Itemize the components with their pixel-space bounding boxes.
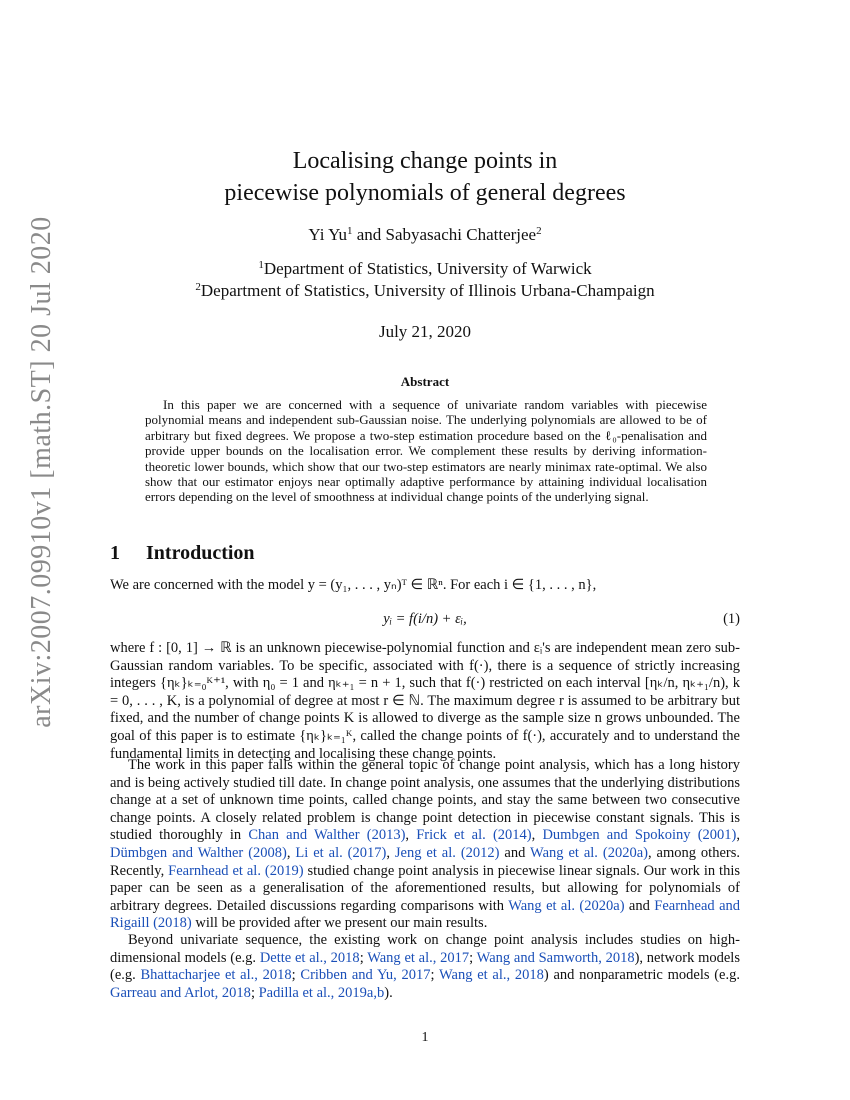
affiliation-text: Department of Statistics, University of Illinois Urbana-Champaign [200, 281, 655, 300]
section-number: 1 [110, 542, 120, 564]
author-conjunction: and [352, 225, 386, 244]
paragraph-text: , [286, 844, 296, 861]
paragraph-text: ) and nonparametric models (e.g. [543, 967, 740, 984]
citation-link[interactable]: Cribben and Yu, 2017 [300, 967, 431, 984]
citation-link[interactable]: Chan and Walther (2013) [248, 827, 406, 844]
author-affiliation-mark: 2 [536, 225, 542, 237]
paragraph-text: studied change point analysis in piecewise linear signals. Our work in this paper can be seen as a generalisation of the aforementioned results, but allowing for polynomials of arbitrary degrees. Detailed discussions regarding comparisons with [110, 862, 740, 914]
paper-title [110, 145, 740, 209]
arxiv-identifier-text: arXiv:2007.09910v1 [math.ST] 20 Jul 2020 [26, 216, 57, 728]
affiliation-list [110, 258, 740, 302]
citation-link[interactable]: Wang et al. (2020a) [508, 897, 625, 914]
citation-link[interactable]: Wang et al. (2020a) [530, 844, 648, 861]
paragraph-text: ; [430, 967, 439, 984]
paragraph-text: , [386, 844, 395, 861]
citation-link[interactable]: Fearnhead and Rigaill (2018) [110, 897, 741, 932]
section-title: Introduction [146, 542, 255, 564]
citation-link[interactable]: Li et al. (2017) [295, 844, 387, 861]
paragraph-text: ), network models (e.g. [110, 949, 740, 984]
citation-link[interactable]: Dumbgen and Spokoiny (2001) [542, 827, 737, 844]
abstract-heading: Abstract [400, 374, 450, 389]
citation-link[interactable]: Padilla et al., 2019a,b [258, 984, 385, 1001]
citation-link[interactable]: Jeng et al. (2012) [394, 844, 500, 861]
author-list [110, 225, 740, 245]
paragraph-text: ). [384, 984, 393, 1001]
arxiv-identifier-stamp [22, 216, 62, 728]
paragraph-text: , [405, 827, 417, 844]
section-heading [110, 542, 255, 565]
abstract-text: In this paper we are concerned with a sequence of univariate random variables with piecewise polynomial means and independent sub-Gaussian noise. The underlying polynomials are allowed to be of arbitrary but fixed degrees. We propose a two-step estimation procedure based on the ℓ₀-penalisation and provide upper bounds on the localisation error. We complement these results by deriving information-theoretic lower bounds, which show that our two-step estimators are nearly minimax rate-optimal. We also show that our estimator enjoys near optimally adaptive performance by attaining individual localisation errors depending on the level of smoothness at individual change points of the underlying signal. [145, 397, 707, 505]
author-affiliation-mark: 1 [346, 225, 353, 237]
paragraph-text: , among others. Recently, [110, 844, 740, 879]
paragraph-text: ; [250, 984, 259, 1001]
paragraph-text: The work in this paper falls within the general topic of change point analysis, which has a long history and is being actively studied till date. In change point analysis, one assumes that the underlying distributions change at a set of unknown time points, called change points, and stay the same between two consecutive change points. A closely related problem is change point detection in piecewise constant signals. This is studied thoroughly in [110, 757, 740, 844]
paragraph-extensions [110, 932, 740, 1002]
paragraph-text: ; [469, 949, 477, 966]
citation-link[interactable]: Wang et al., 2017 [367, 949, 470, 966]
paragraph-text: ; [359, 949, 368, 966]
paragraph-text: ; [291, 967, 301, 984]
paragraph-text: and [624, 897, 655, 914]
author-name: Yi Yu [308, 225, 347, 244]
citation-link[interactable]: Frick et al. (2014) [416, 827, 532, 844]
title-line-2: piecewise polynomials of general degrees [224, 180, 626, 206]
paragraph-text: , [531, 827, 543, 844]
paragraph-text: , [736, 827, 740, 844]
equation-number: (1) [723, 611, 740, 627]
title-line-1: Localising change points in [292, 148, 558, 174]
model-sentence: We are concerned with the model y = (y₁, . . . , yₙ)ᵀ ∈ ℝⁿ. For each i ∈ {1, . . . , n}, [110, 577, 597, 593]
equation-body: yᵢ = f(i/n) + εᵢ, [383, 611, 467, 627]
affiliation-mark: 2 [195, 281, 201, 293]
citation-link[interactable]: Garreau and Arlot, 2018 [110, 984, 251, 1001]
citation-link[interactable]: Wang et al., 2018 [439, 967, 544, 984]
citation-link[interactable]: Dümbgen and Walther (2008) [110, 844, 287, 861]
paragraph-model-description: where f : [0, 1] → ℝ is an unknown piecewise-polynomial function and εᵢ's are independent mean zero sub-Gaussian random variables. To be specific, associated with f(·), there is a sequence of strictly increasing integers {ηₖ}ₖ₌₀ᴷ⁺¹, with η₀ = 1 and ηₖ₊₁ = n + 1, such that f(·) restricted on each interval [ηₖ/n, ηₖ₊₁/n), k = 0, . . . , K, is a polynomial of degree at most r ∈ ℕ. The maximum degree r is assumed to be arbitrary but fixed, and the number of change points K is allowed to diverge as the sample size n grows unbounded. The goal of this paper is to estimate {ηₖ}ₖ₌₁ᴷ, called the change points of f(·), accurately and to understand the fundamental limits in detecting and localising these change points. [110, 640, 740, 762]
page-number: 1 [421, 1030, 429, 1045]
equation-1 [110, 611, 740, 631]
affiliation-line [110, 258, 740, 280]
affiliation-line [110, 280, 740, 302]
affiliation-mark: 1 [258, 259, 264, 271]
paragraph-text: Beyond univariate sequence, the existing work on change point analysis includes studies on high-dimensional models (e.g. [110, 932, 740, 966]
citation-link[interactable]: Bhattacharjee et al., 2018 [140, 967, 292, 984]
paper-date: July 21, 2020 [378, 322, 472, 341]
paragraph-text: will be provided after we present our main results. [191, 915, 488, 932]
citation-link[interactable]: Wang and Samworth, 2018 [476, 949, 635, 966]
affiliation-text: Department of Statistics, University of Warwick [263, 259, 592, 278]
paragraph-related-work [110, 757, 740, 933]
author-name: Sabyasachi Chatterjee [385, 225, 537, 244]
citation-link[interactable]: Dette et al., 2018 [259, 949, 360, 966]
citation-link[interactable]: Fearnhead et al. (2019) [168, 862, 304, 879]
paragraph-text: and [499, 844, 531, 861]
